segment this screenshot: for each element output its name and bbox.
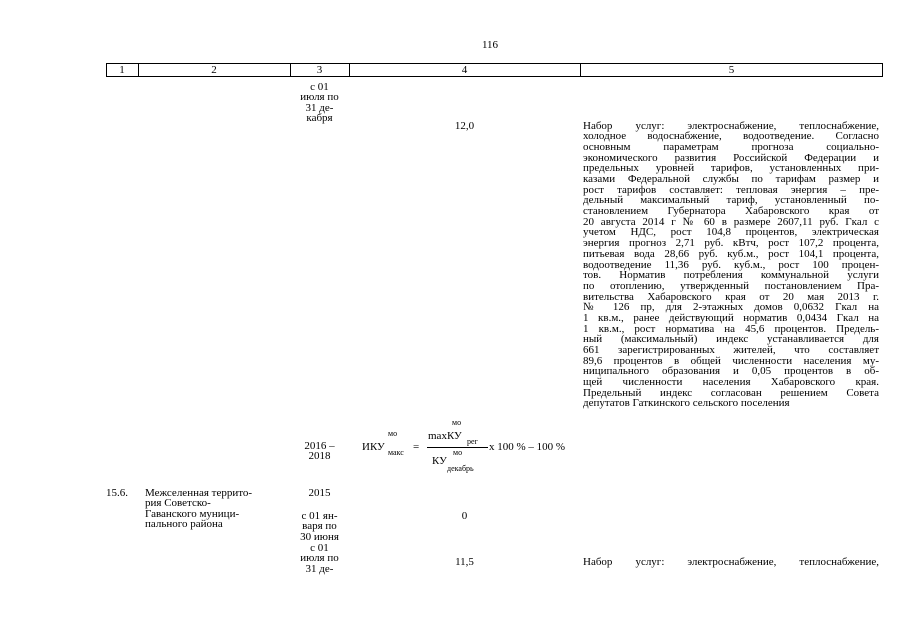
description-line: депутатов Гаткинского сельского поселения [583, 397, 790, 410]
description-line: питьевая вода 28,66 руб. куб.м., рост 104,1 процента, [583, 247, 879, 260]
period-line: с 01 [310, 541, 329, 554]
description-line: 1 кв.м., рост норматива на 45,6 процентов. Предель- [583, 322, 879, 335]
period-cell [290, 441, 349, 463]
territory-line: рия Советско- [145, 497, 211, 510]
period-line: 2018 [308, 450, 331, 463]
header-col-2: 2 [211, 64, 217, 76]
description-line: Предельный индекс согласован решением Совета [583, 386, 879, 399]
index-value: 0 [461, 509, 468, 522]
index-value: 11,5 [455, 555, 474, 568]
description-line: водоотведение 11,36 руб. куб.м., рост 100 процен- [583, 258, 879, 271]
description-line: 1 кв.м., ранее действующий норматив 0,0434 Гкал на [583, 311, 879, 324]
formula-denominator-sup: мо [453, 447, 463, 457]
index-value: 12,0 [454, 119, 475, 132]
description-line: основным параметрам прогноза социально- [583, 140, 879, 153]
description-line: ниципального образования и 0,05 процентов в об- [583, 365, 879, 378]
description-line: энергия прогноз 2,71 руб. кВтч, рост 107,2 процента, [583, 237, 879, 250]
description-line: вительства Хабаровского края от 20 мая 2013 г. [583, 290, 879, 303]
header-col-3: 3 [316, 64, 323, 76]
period-line: 31 де- [305, 562, 334, 575]
period-cell [290, 511, 349, 543]
description-line: тов. Норматив потребления коммунальной услуги [583, 269, 879, 282]
period-line: июля по [300, 552, 339, 565]
description-line: по отоплению, утвержденный постановлением Пра- [583, 279, 879, 292]
description-line: холодное водоснабжение, водоотведение. Согласно [583, 130, 879, 143]
description-line: рост тарифов составляет: тепловая энергия – пре- [583, 183, 879, 196]
period-line: 2016 – [304, 439, 335, 452]
year-cell: 2015 [308, 486, 331, 499]
formula-lhs: ИКУ [362, 440, 385, 453]
description-line: учетом НДС, рост 104,8 процентов, электрическая [583, 226, 879, 239]
description-line: 661 зарегистрированных жителей, что составляет [583, 344, 879, 357]
description-line: ный (максимальный) индекс устанавливается для [583, 333, 879, 346]
formula-denominator: КУ [432, 454, 447, 467]
period-line: 30 июня [300, 530, 339, 543]
description-line: № 126 пр, для 2-этажных домов 0,0632 Гкал на [583, 301, 879, 314]
formula-numerator-sup: мо [452, 417, 462, 427]
territory-line: пального района [145, 518, 223, 531]
period-line: с 01 [310, 80, 329, 93]
description-cell [583, 557, 879, 568]
period-line: варя по [302, 520, 337, 533]
description-line: Набор услуг: электроснабжение, теплоснабжение, [583, 555, 879, 568]
period-line: с 01 ян- [301, 509, 338, 522]
description-cell [583, 121, 879, 410]
description-line: 89,6 процентов в общей численности населения му- [583, 354, 879, 367]
description-line: дельный максимальный тариф, установленный по- [583, 194, 879, 207]
period-line: кабря [306, 112, 333, 125]
formula-numerator: maxКУ [428, 429, 462, 442]
territory-cell [145, 488, 252, 530]
period-cell [290, 543, 349, 575]
period-line: июля по [300, 91, 339, 104]
formula-tail: x 100 % – 100 % [489, 440, 566, 453]
formula-lhs-sup: мо [388, 428, 398, 438]
formula-numerator-sub: рег [467, 436, 478, 446]
description-line: 20 августа 2014 г № 60 в размере 2607,11 руб. Гкал с [583, 215, 879, 228]
page-number: 116 [481, 39, 499, 51]
header-col-5: 5 [728, 64, 735, 76]
row-number: 15.6. [106, 486, 128, 499]
description-line: щей численности населения Хабаровского края. [583, 376, 879, 389]
formula-lhs-sub: макс [388, 447, 404, 457]
territory-line: Межселенная террито- [145, 486, 253, 499]
territory-line: Гаванского муници- [145, 507, 240, 520]
header-col-4: 4 [461, 64, 468, 76]
formula-equals: = [413, 440, 420, 453]
description-line: предельных уровней тарифов, установленных при- [583, 162, 879, 175]
description-line: казами Федеральной службы по тарифам размер и [583, 173, 879, 186]
description-line: экономического развития Российской Федерации и [583, 151, 879, 164]
description-line: Набор услуг: электроснабжение, теплоснабжение, [583, 119, 879, 132]
description-line: становлением Губернатора Хабаровского края от [583, 205, 879, 218]
period-cell [290, 82, 349, 124]
formula-denominator-sub: декабрь [447, 463, 474, 473]
header-col-1: 1 [119, 64, 125, 76]
period-line: 31 де- [305, 101, 334, 114]
